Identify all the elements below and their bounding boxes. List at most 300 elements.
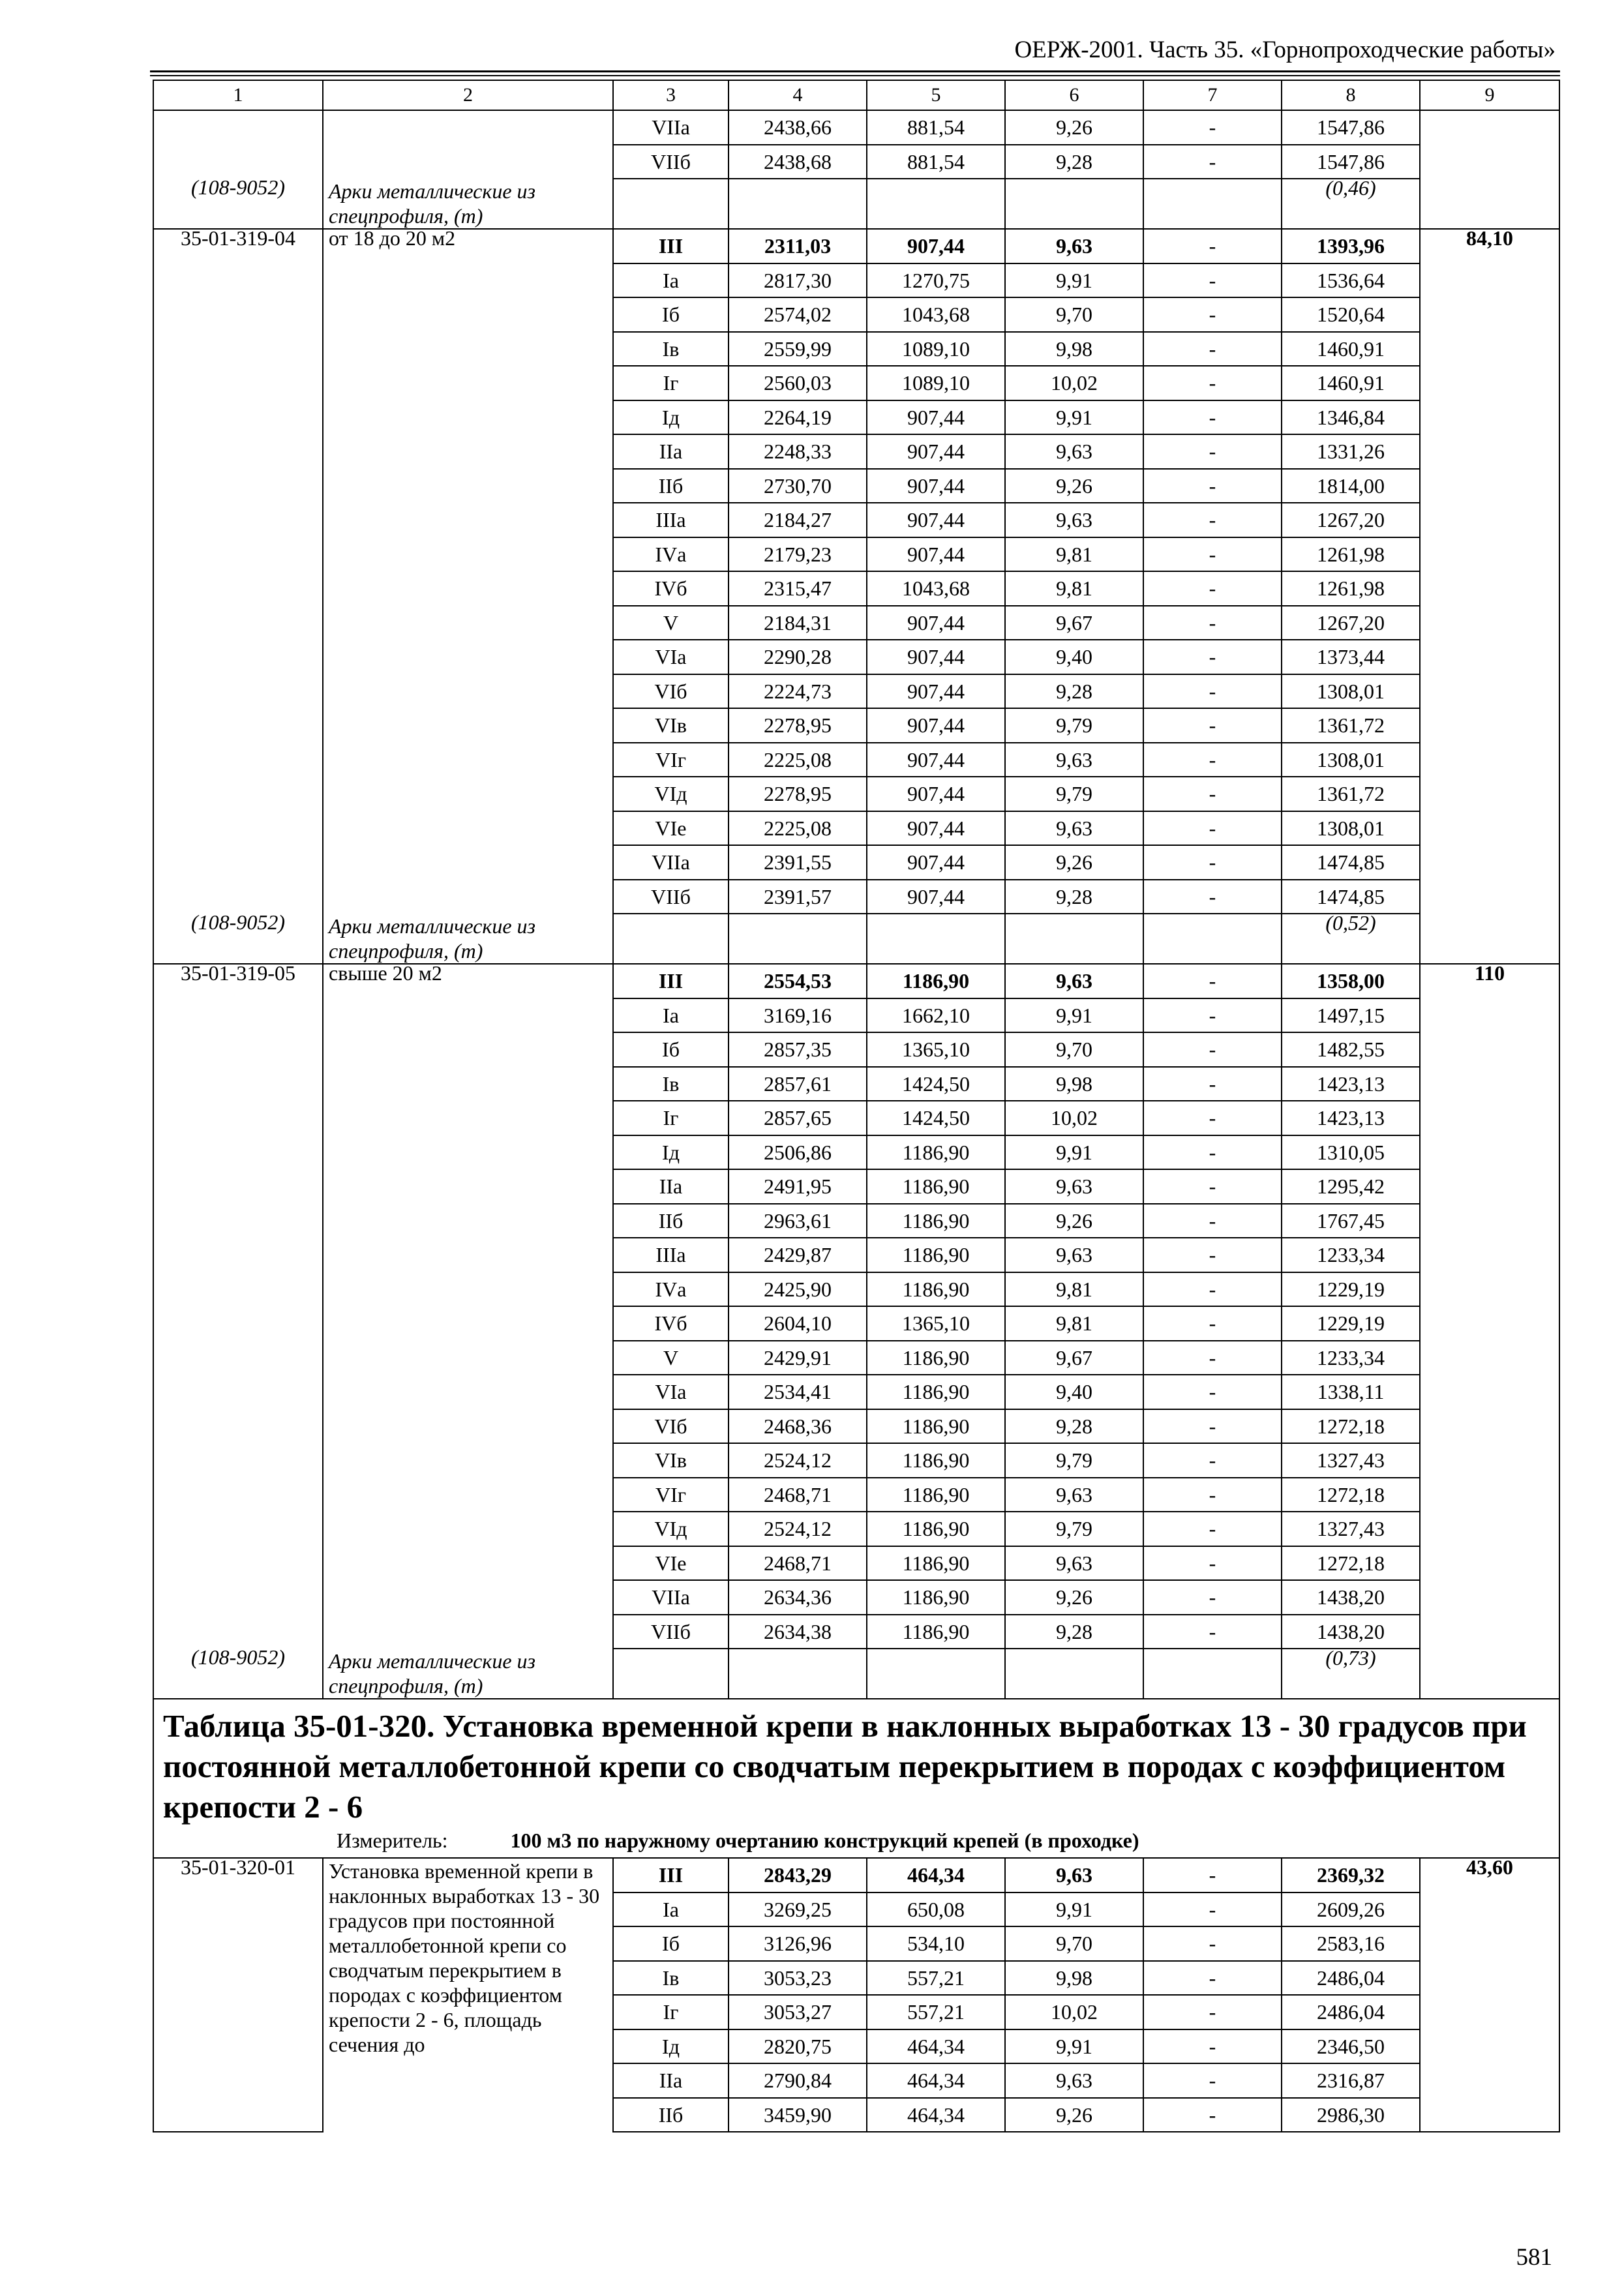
item-description — [323, 1306, 613, 1341]
table-title-row — [153, 1699, 1559, 1858]
item-code — [153, 1238, 323, 1272]
ground-group: III — [613, 964, 729, 998]
item-description — [323, 503, 613, 537]
ground-group: III — [613, 1858, 729, 1893]
rate-value: 1186,90 — [867, 1169, 1005, 1204]
rate-value: 1089,10 — [867, 332, 1005, 367]
rate-value: 1267,20 — [1282, 606, 1420, 640]
rate-value: 1331,26 — [1282, 434, 1420, 469]
rate-value: 9,26 — [1005, 2098, 1143, 2132]
rate-value: 3053,27 — [729, 1995, 867, 2029]
table-row — [153, 1580, 1559, 1615]
rate-value: 2429,87 — [729, 1238, 867, 1272]
rate-value: 9,63 — [1005, 434, 1143, 469]
labour-cost — [1420, 297, 1559, 332]
rate-value: 464,34 — [867, 2029, 1005, 2064]
rate-value: 9,79 — [1005, 1512, 1143, 1546]
empty-cell — [867, 1649, 1005, 1699]
item-code — [153, 2029, 323, 2064]
item-code — [153, 537, 323, 572]
ground-group: Iг — [613, 1101, 729, 1135]
item-description — [323, 571, 613, 606]
item-code: 35-01-319-05 — [153, 964, 323, 998]
rate-value: 9,63 — [1005, 229, 1143, 263]
rate-value: - — [1143, 503, 1282, 537]
item-code — [153, 1546, 323, 1581]
rate-value: 9,98 — [1005, 332, 1143, 367]
table-row — [153, 998, 1559, 1033]
rate-value: - — [1143, 998, 1282, 1033]
item-description — [323, 1443, 613, 1478]
rate-value: 2534,41 — [729, 1375, 867, 1409]
table-row — [153, 145, 1559, 179]
rate-value: 1327,43 — [1282, 1512, 1420, 1546]
labour-cost — [1420, 1961, 1559, 1996]
rate-value: 907,44 — [867, 743, 1005, 777]
item-description — [323, 1512, 613, 1546]
item-description — [323, 640, 613, 674]
table-row — [153, 1101, 1559, 1135]
rate-value: 9,91 — [1005, 400, 1143, 435]
rate-value: 881,54 — [867, 145, 1005, 179]
rate-value: - — [1143, 640, 1282, 674]
rate-value: - — [1143, 2063, 1282, 2098]
rate-value: 2316,87 — [1282, 2063, 1420, 2098]
item-code — [153, 1926, 323, 1961]
rate-value: 9,81 — [1005, 537, 1143, 572]
rate-value: 2429,91 — [729, 1341, 867, 1375]
column-number: 6 — [1005, 80, 1143, 110]
item-description — [323, 674, 613, 709]
labour-cost — [1420, 400, 1559, 435]
item-description — [323, 1478, 613, 1512]
item-code — [153, 1067, 323, 1101]
rate-value: - — [1143, 537, 1282, 572]
rate-value: - — [1143, 145, 1282, 179]
rate-value: - — [1143, 674, 1282, 709]
item-description — [323, 998, 613, 1033]
column-number: 2 — [323, 80, 613, 110]
rate-value: - — [1143, 110, 1282, 145]
labour-cost — [1420, 434, 1559, 469]
item-code — [153, 571, 323, 606]
item-description — [323, 1238, 613, 1272]
rate-value: 1186,90 — [867, 1341, 1005, 1375]
ground-group: IIб — [613, 2098, 729, 2132]
table-row — [153, 229, 1559, 263]
rate-value: - — [1143, 1512, 1282, 1546]
rate-value: 1186,90 — [867, 1615, 1005, 1649]
rate-value: 2963,61 — [729, 1204, 867, 1238]
rate-value: 1229,19 — [1282, 1306, 1420, 1341]
rate-value: - — [1143, 366, 1282, 400]
rate-value: - — [1143, 1961, 1282, 1996]
ground-group: IVб — [613, 571, 729, 606]
rate-value: 1043,68 — [867, 297, 1005, 332]
rate-value: 2843,29 — [729, 1858, 867, 1893]
item-description — [323, 1375, 613, 1409]
item-code — [153, 1580, 323, 1615]
item-description — [323, 1546, 613, 1581]
rate-value: 2391,55 — [729, 845, 867, 880]
rate-value: 1361,72 — [1282, 777, 1420, 811]
item-description — [323, 400, 613, 435]
ground-group: IVа — [613, 537, 729, 572]
rate-value: 2820,75 — [729, 2029, 867, 2064]
rate-value: 2225,08 — [729, 811, 867, 846]
rate-value: - — [1143, 434, 1282, 469]
item-description — [323, 110, 613, 145]
rate-value: 557,21 — [867, 1995, 1005, 2029]
item-code — [153, 1135, 323, 1170]
ground-group: Iг — [613, 1995, 729, 2029]
material-code: (108-9052) — [153, 914, 323, 964]
table-row — [153, 845, 1559, 880]
table-row — [153, 640, 1559, 674]
item-description — [323, 145, 613, 179]
rate-value: 1361,72 — [1282, 708, 1420, 743]
rate-value: 2290,28 — [729, 640, 867, 674]
rate-value: 1338,11 — [1282, 1375, 1420, 1409]
column-number: 9 — [1420, 80, 1559, 110]
ground-group: Iб — [613, 1926, 729, 1961]
rate-value: 2468,71 — [729, 1546, 867, 1581]
rate-value: 2857,61 — [729, 1067, 867, 1101]
labour-cost — [1420, 1512, 1559, 1546]
rate-value: 1043,68 — [867, 571, 1005, 606]
rate-value: 9,63 — [1005, 811, 1143, 846]
ground-group: IIIа — [613, 503, 729, 537]
empty-cell — [1143, 1649, 1282, 1699]
empty-cell — [613, 914, 729, 964]
rate-value: - — [1143, 1858, 1282, 1893]
rate-value: 1272,18 — [1282, 1409, 1420, 1444]
column-number: 3 — [613, 80, 729, 110]
item-description — [323, 1409, 613, 1444]
empty-cell — [1420, 1649, 1559, 1699]
item-code — [153, 1375, 323, 1409]
material-quantity: (0,46) — [1282, 179, 1420, 229]
rate-value: 1272,18 — [1282, 1546, 1420, 1581]
labour-cost — [1420, 1926, 1559, 1961]
labour-cost — [1420, 503, 1559, 537]
rate-value: - — [1143, 1032, 1282, 1067]
rate-value: 9,91 — [1005, 1135, 1143, 1170]
rate-value: 10,02 — [1005, 1995, 1143, 2029]
item-description — [323, 1101, 613, 1135]
empty-cell — [1143, 179, 1282, 229]
table-row — [153, 880, 1559, 914]
rate-value: 907,44 — [867, 503, 1005, 537]
ground-group: VIд — [613, 1512, 729, 1546]
rate-value: 9,91 — [1005, 1893, 1143, 1927]
rate-value: 1547,86 — [1282, 110, 1420, 145]
labour-cost — [1420, 1306, 1559, 1341]
item-description — [323, 434, 613, 469]
ground-group: IVа — [613, 1272, 729, 1307]
material-note-row — [153, 914, 1559, 964]
rate-value: 9,63 — [1005, 1238, 1143, 1272]
ground-group: VIIб — [613, 880, 729, 914]
ground-group: VIв — [613, 708, 729, 743]
rate-value: 1497,15 — [1282, 998, 1420, 1033]
ground-group: Iв — [613, 1067, 729, 1101]
header-rule — [150, 70, 1560, 72]
empty-cell — [613, 179, 729, 229]
table-row — [153, 469, 1559, 503]
item-code — [153, 400, 323, 435]
rate-value: 10,02 — [1005, 1101, 1143, 1135]
rate-value: 9,67 — [1005, 606, 1143, 640]
rate-value: 1310,05 — [1282, 1135, 1420, 1170]
ground-group: Iа — [613, 1893, 729, 1927]
empty-cell — [729, 1649, 867, 1699]
ground-group: VIIб — [613, 1615, 729, 1649]
rate-value: 9,28 — [1005, 145, 1143, 179]
ground-group: IIб — [613, 1204, 729, 1238]
table-row — [153, 110, 1559, 145]
item-code — [153, 2063, 323, 2098]
item-description — [323, 332, 613, 367]
item-code — [153, 263, 323, 298]
table-row — [153, 400, 1559, 435]
rate-value: 9,63 — [1005, 2063, 1143, 2098]
labour-cost — [1420, 1341, 1559, 1375]
rate-value: 650,08 — [867, 1893, 1005, 1927]
rate-value: 9,67 — [1005, 1341, 1143, 1375]
ground-group: IVб — [613, 1306, 729, 1341]
ground-group: Iа — [613, 263, 729, 298]
rate-value: 2278,95 — [729, 777, 867, 811]
rate-value: 2609,26 — [1282, 1893, 1420, 1927]
rate-value: 1308,01 — [1282, 674, 1420, 709]
rate-value: - — [1143, 1443, 1282, 1478]
rate-value: 464,34 — [867, 2098, 1005, 2132]
unit-of-measure — [163, 1827, 1551, 1853]
table-row — [153, 366, 1559, 400]
labour-cost — [1420, 811, 1559, 846]
ground-group: IIб — [613, 469, 729, 503]
rate-value: 1186,90 — [867, 1238, 1005, 1272]
rate-value: 2524,12 — [729, 1512, 867, 1546]
item-description — [323, 880, 613, 914]
rate-value: 1186,90 — [867, 964, 1005, 998]
rate-value: 464,34 — [867, 2063, 1005, 2098]
labour-cost: 43,60 — [1420, 1858, 1559, 1893]
rate-value: 907,44 — [867, 640, 1005, 674]
labour-cost — [1420, 880, 1559, 914]
rate-value: - — [1143, 606, 1282, 640]
item-code: 35-01-320-01 — [153, 1858, 323, 1893]
column-number: 4 — [729, 80, 867, 110]
labour-cost — [1420, 1409, 1559, 1444]
ground-group: Iв — [613, 332, 729, 367]
material-quantity: (0,52) — [1282, 914, 1420, 964]
ground-group: IIа — [613, 2063, 729, 2098]
item-description — [323, 1272, 613, 1307]
ground-group: VIIа — [613, 110, 729, 145]
labour-cost — [1420, 2098, 1559, 2132]
rate-value: - — [1143, 1272, 1282, 1307]
rate-value: - — [1143, 1615, 1282, 1649]
rate-value: 2986,30 — [1282, 2098, 1420, 2132]
rate-value: 1393,96 — [1282, 229, 1420, 263]
labour-cost — [1420, 1478, 1559, 1512]
labour-cost — [1420, 998, 1559, 1033]
rate-value: 1186,90 — [867, 1135, 1005, 1170]
rate-value: 9,28 — [1005, 880, 1143, 914]
item-code — [153, 777, 323, 811]
rate-value: 9,98 — [1005, 1961, 1143, 1996]
table-row — [153, 777, 1559, 811]
rate-value: 1186,90 — [867, 1512, 1005, 1546]
labour-cost — [1420, 1204, 1559, 1238]
labour-cost — [1420, 1893, 1559, 1927]
labour-cost — [1420, 743, 1559, 777]
rate-value: 9,70 — [1005, 1926, 1143, 1961]
rate-value: 907,44 — [867, 880, 1005, 914]
empty-cell — [1005, 914, 1143, 964]
rate-value: 2391,57 — [729, 880, 867, 914]
material-quantity: (0,73) — [1282, 1649, 1420, 1699]
rate-value: 3459,90 — [729, 2098, 867, 2132]
table-row — [153, 674, 1559, 709]
rate-value: 1358,00 — [1282, 964, 1420, 998]
rate-value: 1460,91 — [1282, 366, 1420, 400]
item-code — [153, 1032, 323, 1067]
table-title: Таблица 35-01-320. Установка временной крепи в наклонных выработках 13 - 30 градусов при постоянной металлобетонной крепи со сводчатым перекрытием в породах с коэффициентом крепости 2 - 6 — [163, 1708, 1527, 1825]
rate-value: - — [1143, 571, 1282, 606]
table-row — [153, 1067, 1559, 1101]
rate-value: - — [1143, 2098, 1282, 2132]
rate-value: - — [1143, 1306, 1282, 1341]
table-row — [153, 434, 1559, 469]
rate-value: 2346,50 — [1282, 2029, 1420, 2064]
rate-value: 1186,90 — [867, 1478, 1005, 1512]
labour-cost — [1420, 640, 1559, 674]
rate-value: 9,63 — [1005, 964, 1143, 998]
item-code — [153, 640, 323, 674]
rate-value: 9,81 — [1005, 1306, 1143, 1341]
rate-value: 9,28 — [1005, 1615, 1143, 1649]
labour-cost — [1420, 1101, 1559, 1135]
rate-value: 2224,73 — [729, 674, 867, 709]
rate-value: 1233,34 — [1282, 1238, 1420, 1272]
rate-value: 464,34 — [867, 1858, 1005, 1893]
item-code — [153, 1204, 323, 1238]
rate-value: - — [1143, 811, 1282, 846]
item-description — [323, 1032, 613, 1067]
item-description — [323, 777, 613, 811]
rate-value: 9,98 — [1005, 1067, 1143, 1101]
item-code — [153, 880, 323, 914]
rate-value: 9,91 — [1005, 263, 1143, 298]
item-description — [323, 1135, 613, 1170]
item-code — [153, 434, 323, 469]
page-number: 581 — [1516, 2244, 1552, 2271]
rate-value: - — [1143, 1893, 1282, 1927]
rate-value: 9,63 — [1005, 1478, 1143, 1512]
rate-value: 1261,98 — [1282, 571, 1420, 606]
item-code: 35-01-319-04 — [153, 229, 323, 263]
table-row — [153, 332, 1559, 367]
table-row — [153, 1443, 1559, 1478]
table-row — [153, 1409, 1559, 1444]
rate-value: - — [1143, 1580, 1282, 1615]
rate-value: 9,70 — [1005, 297, 1143, 332]
rate-value: 2315,47 — [729, 571, 867, 606]
item-description — [323, 1580, 613, 1615]
table-row — [153, 606, 1559, 640]
rate-value: 1186,90 — [867, 1375, 1005, 1409]
ground-group: VIб — [613, 674, 729, 709]
material-description: Арки металлические из спецпрофиля, (т) — [323, 914, 613, 964]
rate-value: 557,21 — [867, 1961, 1005, 1996]
labour-cost — [1420, 708, 1559, 743]
rate-value: 1536,64 — [1282, 263, 1420, 298]
empty-cell — [1143, 914, 1282, 964]
rate-value: 2583,16 — [1282, 1926, 1420, 1961]
rate-value: 9,91 — [1005, 998, 1143, 1033]
rate-value: 1423,13 — [1282, 1101, 1420, 1135]
rate-value: 1365,10 — [867, 1306, 1005, 1341]
item-description — [323, 469, 613, 503]
rate-value: 9,63 — [1005, 743, 1143, 777]
labour-cost — [1420, 145, 1559, 179]
ground-group: VIIб — [613, 145, 729, 179]
header-rule-thin — [150, 75, 1560, 76]
rate-value: 2468,71 — [729, 1478, 867, 1512]
rate-value: - — [1143, 1409, 1282, 1444]
rate-value: 2554,53 — [729, 964, 867, 998]
item-description — [323, 1067, 613, 1101]
item-description — [323, 708, 613, 743]
material-code: (108-9052) — [153, 1649, 323, 1699]
rate-value: 1423,13 — [1282, 1067, 1420, 1101]
item-description — [323, 297, 613, 332]
labour-cost — [1420, 674, 1559, 709]
material-note-row — [153, 179, 1559, 229]
rate-value: - — [1143, 1169, 1282, 1204]
table-row — [153, 1478, 1559, 1512]
rate-value: - — [1143, 1926, 1282, 1961]
item-description — [323, 845, 613, 880]
column-number: 5 — [867, 80, 1005, 110]
rate-value: - — [1143, 1546, 1282, 1581]
rate-value: 3269,25 — [729, 1893, 867, 1927]
rate-value: 1424,50 — [867, 1101, 1005, 1135]
ground-group: Iа — [613, 998, 729, 1033]
labour-cost — [1420, 537, 1559, 572]
rate-value: 2491,95 — [729, 1169, 867, 1204]
labour-cost — [1420, 1995, 1559, 2029]
ground-group: V — [613, 606, 729, 640]
rate-value: 9,28 — [1005, 1409, 1143, 1444]
item-description: свыше 20 м2 — [323, 964, 613, 998]
unit-value: 100 м3 по наружному очертанию конструкций крепей (в проходке) — [510, 1829, 1139, 1852]
labour-cost — [1420, 1272, 1559, 1307]
rate-value: 2438,68 — [729, 145, 867, 179]
labour-cost — [1420, 777, 1559, 811]
rate-value: 1438,20 — [1282, 1615, 1420, 1649]
item-code — [153, 1512, 323, 1546]
ground-group: VIIа — [613, 1580, 729, 1615]
rate-value: 907,44 — [867, 229, 1005, 263]
rate-value: - — [1143, 229, 1282, 263]
table-row — [153, 537, 1559, 572]
rate-value: 2817,30 — [729, 263, 867, 298]
rate-value: 9,81 — [1005, 1272, 1143, 1307]
